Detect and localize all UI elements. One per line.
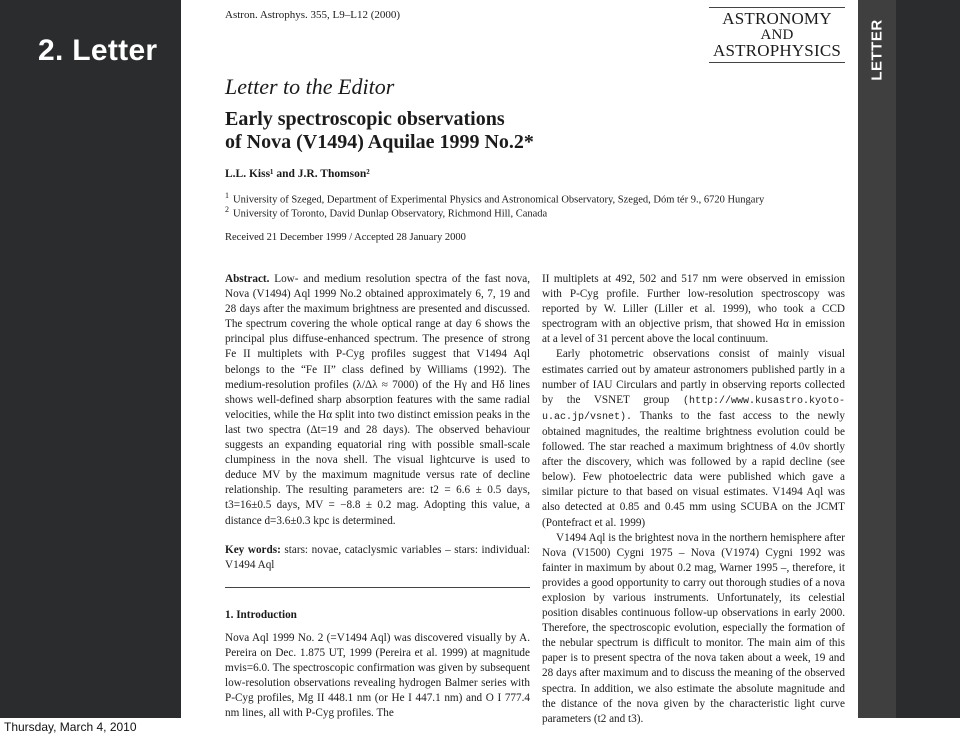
logo-rule-top bbox=[709, 7, 845, 8]
slide-date: Thursday, March 4, 2010 bbox=[4, 720, 137, 734]
journal-line-1: ASTRONOMY bbox=[722, 9, 832, 28]
paper-page bbox=[181, 0, 858, 725]
journal-line-2: AND bbox=[760, 27, 794, 43]
keywords-label: Key words: bbox=[225, 543, 281, 556]
slide-title: 2. Letter bbox=[38, 34, 158, 67]
section-label: Letter to the Editor bbox=[225, 74, 395, 99]
abstract-label: Abstract. bbox=[225, 273, 270, 285]
paper-title-line-1: Early spectroscopic observations bbox=[225, 108, 505, 130]
right-paragraph-3: V1494 Aql is the brightest nova in the northern hemisphere after Nova (V1500) Cygni 1975 – Nova (V1974) Cygni 1992 was fainter in maximum by about 0.2 mag, Warner 1995 –, therefore, it provides a good opportunity to carry out thorough studies of a nova explosion by various instruments. Unfortunately, its celestial position disables continuous follow-up observations in early 2000. Therefore, the spectroscopic evolution, especially the formation of the nebular spectrum is difficult to monitor. The main aim of this paper is to present spectra of the nova taken about a week, 19 and 28 days after maximum and to discuss the meaning of the observed spectra. In addition, we also estimate the absolute magnitude and the distance of the nova given by the characteristic light curve parameters (t2 and t3). bbox=[542, 531, 845, 725]
right-paragraph-1: II multiplets at 492, 502 and 517 nm were observed in emission with P-Cyg profile. Further low-resolution spectroscopy was reported by W. Liller (Liller et al. 1999), who took a CCD spectrogram with an objective prism, that showed Hα in emission at a level of 31 percent above the local continuum. bbox=[542, 273, 845, 346]
right-paragraph-2a: Early photometric observations consist of mainly visual estimates carried out by amateur astronomers published partly in a number of IAU Circulars and partly in observing reports collected by the VSNET group bbox=[542, 348, 845, 406]
abstract-text: Low- and medium resolution spectra of the fast nova, Nova (V1494) Aql 1999 No.2 obtained approximately 6, 7, 19 and 28 days after the maximum brightness are presented and discussed. The spectrum covering the whole optical range at day 6 shows the principal plus diffuse-enhanced spectrum. The presence of strong Fe II multiplets with P-Cyg profiles suggest that V1494 Aql belongs to the “Fe II” class defined by Williams (1992). The medium-resolution profiles (λ/Δλ ≈ 7000) of the Hγ and Hδ lines shows well-defined sharp absorption features with the same radial velocities, while the Hα split into two distinct emission peaks in the last two spectra (Δt=19 and 28 days). The observed behaviour suggests an expanding equatorial ring with possible small-scale clumpiness in the nova shell. The visual lightcurve is used to deduce MV by the maximum magnitude versus rate of decline relationship. The resulting parameters are: t2 = 6.6 ± 0.5 days, t3=16±0.5 days, MV = −8.8 ± 0.2 mag. Adopting this value, a distance d=3.6±0.3 kpc is determined. bbox=[225, 273, 530, 527]
letter-side-bar bbox=[858, 0, 896, 718]
intro-text: Nova Aql 1999 No. 2 (=V1494 Aql) was discovered visually by A. Pereira on Dec. 1.875 UT, 1999 (Pereira et al. 1999) at magnitude mvis=6.0. The spectroscopic confirmation was given by subsequent low-resolution observations revealing hydrogen Balmer series with P-Cyg profiles, Mg II 448.1 nm (or He I 447.1 nm) and O I 777.4 nm lines, all with P-Cyg profiles. The bbox=[225, 631, 530, 720]
affiliation-1-text: University of Szeged, Department of Experimental Physics and Astronomical Observatory, Szeged, Dóm tér 9., 6720 Hungary bbox=[233, 194, 765, 206]
affiliation-1 bbox=[225, 191, 764, 206]
right-column bbox=[542, 272, 845, 727]
vsnet-url: (http://www.kusastro.kyoto-u.ac.jp/vsnet). bbox=[542, 395, 845, 423]
abstract-divider bbox=[225, 587, 530, 588]
affiliation-1-number: 1 bbox=[225, 191, 229, 200]
keywords-text: stars: novae, cataclysmic variables – stars: individual: V1494 Aql bbox=[225, 543, 531, 571]
paper-citation: Astron. Astrophys. 355, L9–L12 (2000) bbox=[225, 9, 401, 21]
right-paragraph-2 bbox=[542, 347, 845, 530]
journal-line-3: ASTROPHYSICS bbox=[712, 41, 842, 60]
intro-heading: 1. Introduction bbox=[225, 608, 297, 621]
abstract bbox=[225, 272, 530, 529]
affiliation-2 bbox=[225, 205, 547, 220]
paper-title-line-2: of Nova (V1494) Aquilae 1999 No.2* bbox=[225, 131, 534, 153]
affiliation-2-text: University of Toronto, David Dunlap Observatory, Richmond Hill, Canada bbox=[233, 208, 548, 220]
received-dates: Received 21 December 1999 / Accepted 28 January 2000 bbox=[225, 232, 466, 243]
affiliation-2-number: 2 bbox=[225, 205, 229, 214]
logo-rule-bottom bbox=[709, 62, 845, 63]
right-paragraph-2b: Thanks to the fast access to the newly obtained magnitudes, the realtime brightness evolution could be followed. The star reached a maximum brightness of 4.0v shortly after the discovery, which was followed by a rapid decline (see below). Few photoelectric data were published which gave a similar picture to that based on visual estimates. V1494 Aql was also detected at 0.85 and 0.45 mm using SCUBA on the JCMT (Pontefract et al. 1999) bbox=[542, 409, 845, 529]
journal-logo bbox=[707, 7, 847, 63]
paper-authors: L.L. Kiss¹ and J.R. Thomson² bbox=[225, 168, 370, 180]
left-column bbox=[225, 272, 530, 721]
letter-side-label: LETTER bbox=[868, 19, 886, 81]
keywords bbox=[225, 543, 530, 573]
paper-title bbox=[225, 108, 645, 154]
